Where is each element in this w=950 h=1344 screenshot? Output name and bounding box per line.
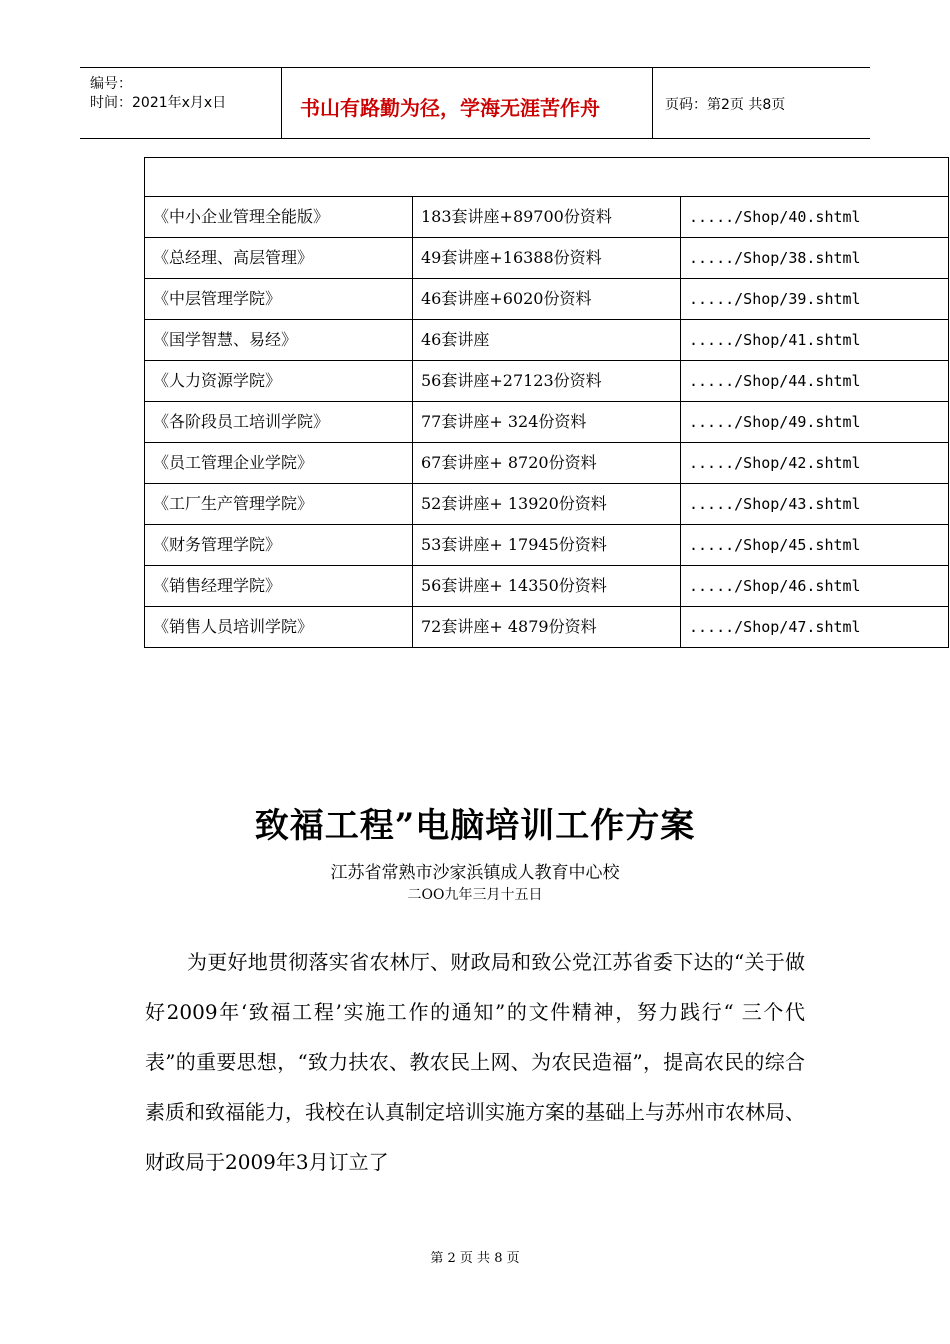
table-row [145, 197, 949, 238]
course-content-cell: 49套讲座+16388份资料 [413, 238, 681, 279]
time-label: 时间：2021年x月x日 [90, 95, 227, 111]
course-content-cell: 56套讲座+ 14350份资料 [413, 566, 681, 607]
course-link-cell[interactable]: ...../Shop/43.shtml [681, 484, 949, 525]
table-row [145, 279, 949, 320]
course-content-cell: 72套讲座+ 4879份资料 [413, 607, 681, 648]
article-paragraph: 为更好地贯彻落实省农林厅、财政局和致公党江苏省委下达的“关于做好2009年‘致福工程’实施工作的通知”的文件精神，努力践行“ 三个代表”的重要思想，“致力扶农、教农民上网、为农民造福”，提高农民的综合素质和致福能力，我校在认真制定培训实施方案的基础上与苏州市农林局、财政局于2009年3月订立了 [145, 950, 805, 1174]
course-name-cell: 《工厂生产管理学院》 [145, 484, 413, 525]
serial-label: 编号： [90, 76, 132, 92]
table-row [145, 443, 949, 484]
course-name-cell: 《国学智慧、易经》 [145, 320, 413, 361]
article-date: 二OO九年三月十五日 [407, 887, 543, 903]
course-link-cell[interactable]: ...../Shop/38.shtml [681, 238, 949, 279]
header-meta [80, 68, 282, 138]
course-link-cell[interactable]: ...../Shop/47.shtml [681, 607, 949, 648]
article-title: 致福工程”电脑培训工作方案 [254, 806, 696, 846]
header-motto: 书山有路勤为径，学海无涯苦作舟 [300, 96, 600, 120]
course-link-cell[interactable]: ...../Shop/42.shtml [681, 443, 949, 484]
article-subtitle: 江苏省常熟市沙家浜镇成人教育中心校 [330, 863, 620, 883]
course-name-cell: 《人力资源学院》 [145, 361, 413, 402]
page-header [80, 67, 870, 139]
course-name-cell: 《各阶段员工培训学院》 [145, 402, 413, 443]
course-content-cell: 46套讲座 [413, 320, 681, 361]
table-row [145, 402, 949, 443]
course-content-cell: 67套讲座+ 8720份资料 [413, 443, 681, 484]
course-link-cell[interactable]: ...../Shop/40.shtml [681, 197, 949, 238]
course-name-cell: 《中小企业管理全能版》 [145, 197, 413, 238]
table-row [145, 525, 949, 566]
course-link-cell[interactable]: ...../Shop/44.shtml [681, 361, 949, 402]
table-row [145, 238, 949, 279]
table-row [145, 566, 949, 607]
course-content-cell: 53套讲座+ 17945份资料 [413, 525, 681, 566]
table-empty-row [145, 158, 949, 197]
table-row [145, 484, 949, 525]
course-name-cell: 《总经理、高层管理》 [145, 238, 413, 279]
course-name-cell: 《中层管理学院》 [145, 279, 413, 320]
course-name-cell: 《员工管理企业学院》 [145, 443, 413, 484]
course-link-cell[interactable]: ...../Shop/46.shtml [681, 566, 949, 607]
course-content-cell: 183套讲座+89700份资料 [413, 197, 681, 238]
course-name-cell: 《财务管理学院》 [145, 525, 413, 566]
course-name-cell: 《销售经理学院》 [145, 566, 413, 607]
table-row [145, 607, 949, 648]
course-content-cell: 77套讲座+ 324份资料 [413, 402, 681, 443]
header-page-info: 页码：第2页 共8页 [665, 97, 786, 113]
course-content-cell: 46套讲座+6020份资料 [413, 279, 681, 320]
page-footer: 第 2 页 共 8 页 [430, 1251, 520, 1266]
header-motto-cell [282, 68, 653, 138]
course-link-cell[interactable]: ...../Shop/49.shtml [681, 402, 949, 443]
course-table [144, 157, 949, 648]
table-row [145, 361, 949, 402]
course-link-cell[interactable]: ...../Shop/41.shtml [681, 320, 949, 361]
course-link-cell[interactable]: ...../Shop/39.shtml [681, 279, 949, 320]
course-name-cell: 《销售人员培训学院》 [145, 607, 413, 648]
course-content-cell: 56套讲座+27123份资料 [413, 361, 681, 402]
course-content-cell: 52套讲座+ 13920份资料 [413, 484, 681, 525]
course-link-cell[interactable]: ...../Shop/45.shtml [681, 525, 949, 566]
table-row [145, 320, 949, 361]
table-cell [145, 158, 949, 197]
article-body [145, 937, 805, 1187]
